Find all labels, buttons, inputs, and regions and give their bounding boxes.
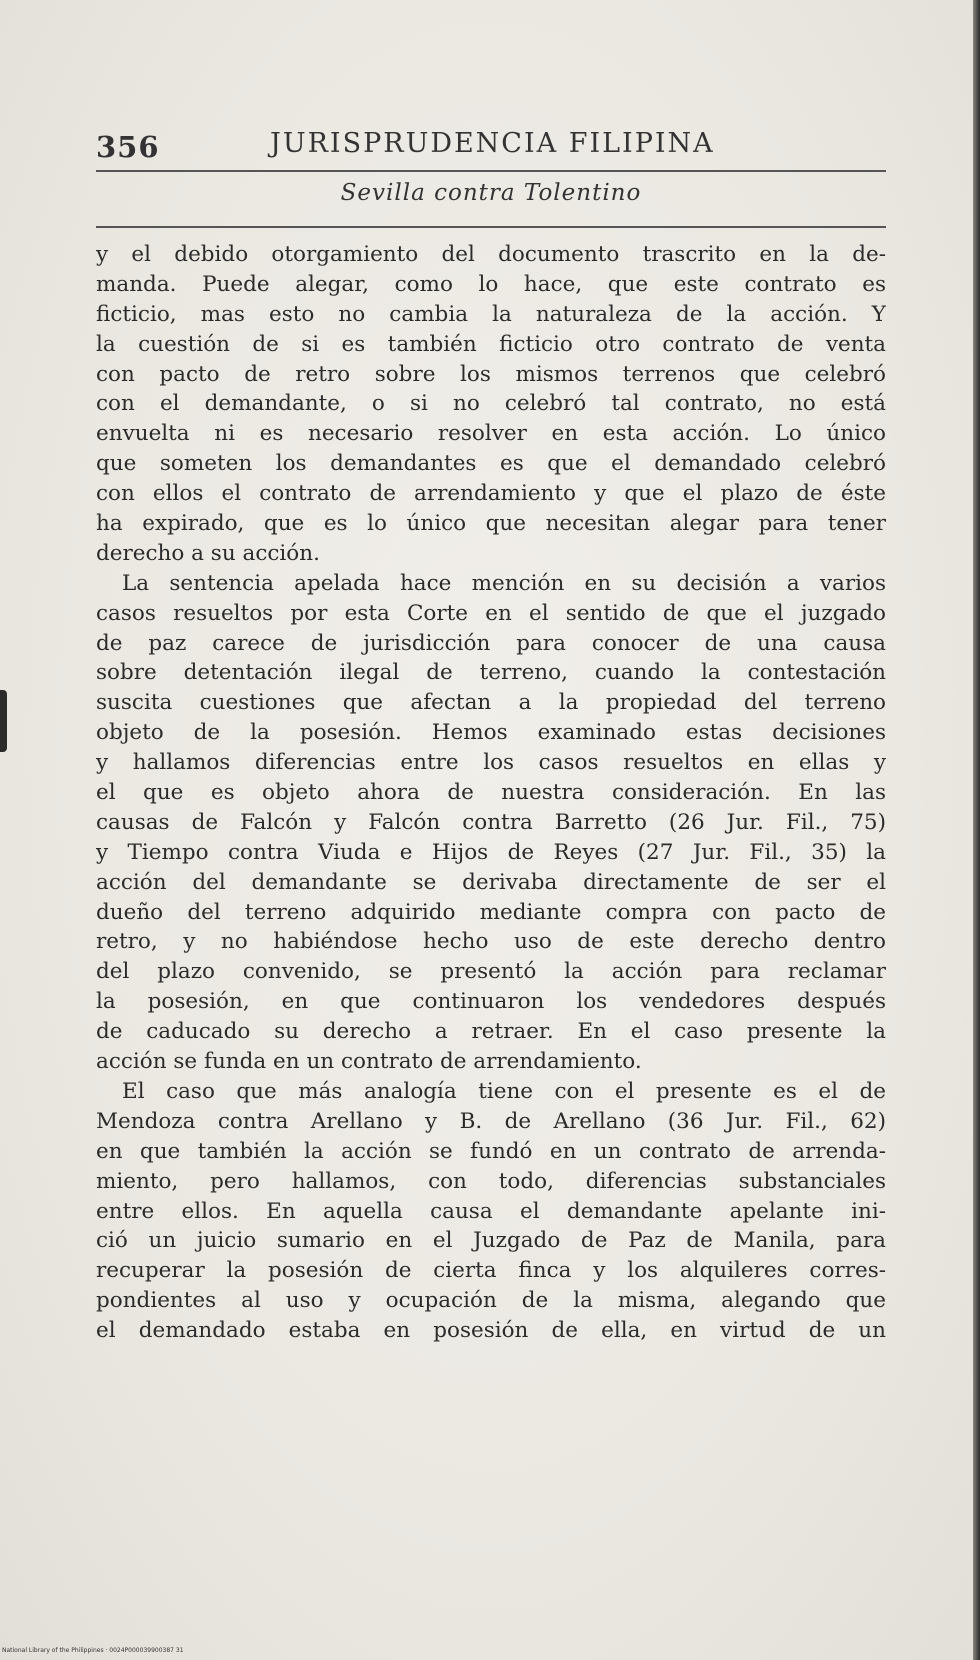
text-line: el que es objeto ahora de nuestra consideración. En las [96,780,886,806]
text-line: manda. Puede alegar, como lo hace, que este contrato es [96,271,886,297]
text-line: objeto de la posesión. Hemos examinado estas decisiones [96,720,886,746]
text-line: retro, y no habiéndose hecho uso de este derecho dentro [96,929,886,955]
text-line: y Tiempo contra Viuda e Hijos de Reyes (27 Jur. Fil., 35) la [96,839,886,865]
text-line: la cuestión de si es también ficticio otro contrato de venta [96,331,886,357]
text-line: y el debido otorgamiento del documento trascrito en la de- [96,242,886,267]
text-line: La sentencia apelada hace mención en su decisión a varios [122,570,886,596]
text-line: derecho a su acción. [96,540,320,566]
text-line: envuelta ni es necesario resolver en esta acción. Lo único [96,421,886,447]
text-line: casos resueltos por esta Corte en el sentido de que el juzgado [96,600,886,626]
binding-mark [0,690,7,752]
text-line: Mendoza contra Arellano y B. de Arellano (36 Jur. Fil., 62) [96,1108,886,1134]
page-number: 356 [96,130,160,164]
text-line: de caducado su derecho a retraer. En el caso presente la [96,1019,886,1045]
text-line: ció un juicio sumario en el Juzgado de Paz de Manila, para [96,1228,886,1254]
text-line: acción se funda en un contrato de arrendamiento. [96,1049,642,1075]
text-line: recuperar la posesión de cierta finca y los alquileres corres- [96,1258,886,1284]
text-line: de paz carece de jurisdicción para conocer de una causa [96,630,886,656]
text-line: causas de Falcón y Falcón contra Barretto (26 Jur. Fil., 75) [96,809,886,835]
text-line: del plazo convenido, se presentó la acción para reclamar [96,959,886,985]
text-line: suscita cuestiones que afectan a la propiedad del terreno [96,690,886,716]
running-title: JURISPRUDENCIA FILIPINA [270,128,715,159]
text-line: miento, pero hallamos, con todo, diferencias substanciales [96,1168,886,1194]
text-line: acción del demandante se derivaba directamente de ser el [96,869,886,895]
text-line: sobre detentación ilegal de terreno, cuando la contestación [96,660,886,686]
text-line: con ellos el contrato de arrendamiento y que el plazo de éste [96,481,886,507]
text-line: con el demandante, o si no celebró tal contrato, no está [96,391,886,417]
text-line: entre ellos. En aquella causa el demandante apelante ini- [96,1198,886,1224]
text-line: que someten los demandantes es que el demandado celebró [96,451,886,477]
case-title: Sevilla contra Tolentino [340,180,642,206]
text-line: El caso que más analogía tiene con el presente es el de [122,1078,886,1104]
text-line: ha expirado, que es lo único que necesitan alegar para tener [96,511,886,537]
text-line: con pacto de retro sobre los mismos terrenos que celebró [96,361,886,387]
page-header [96,122,884,172]
text-line: pondientes al uso y ocupación de la misma, alegando que [96,1288,886,1314]
text-line: ficticio, mas esto no cambia la naturaleza de la acción. Y [96,301,886,327]
text-line: y hallamos diferencias entre los casos resueltos en ellas y [96,750,886,776]
header-rule-top [96,170,886,172]
body-text [96,240,886,1346]
scan-footer-note: National Library of the Philippines · 0024P000039900387 31 [2,1647,184,1654]
header-rule-bottom [96,226,886,228]
text-line: dueño del terreno adquirido mediante compra con pacto de [96,899,886,925]
book-edge [973,0,980,1660]
text-line: el demandado estaba en posesión de ella, en virtud de un [96,1318,886,1344]
text-line: en que también la acción se fundó en un contrato de arrenda- [96,1138,886,1164]
text-line: la posesión, en que continuaron los vendedores después [96,989,886,1015]
